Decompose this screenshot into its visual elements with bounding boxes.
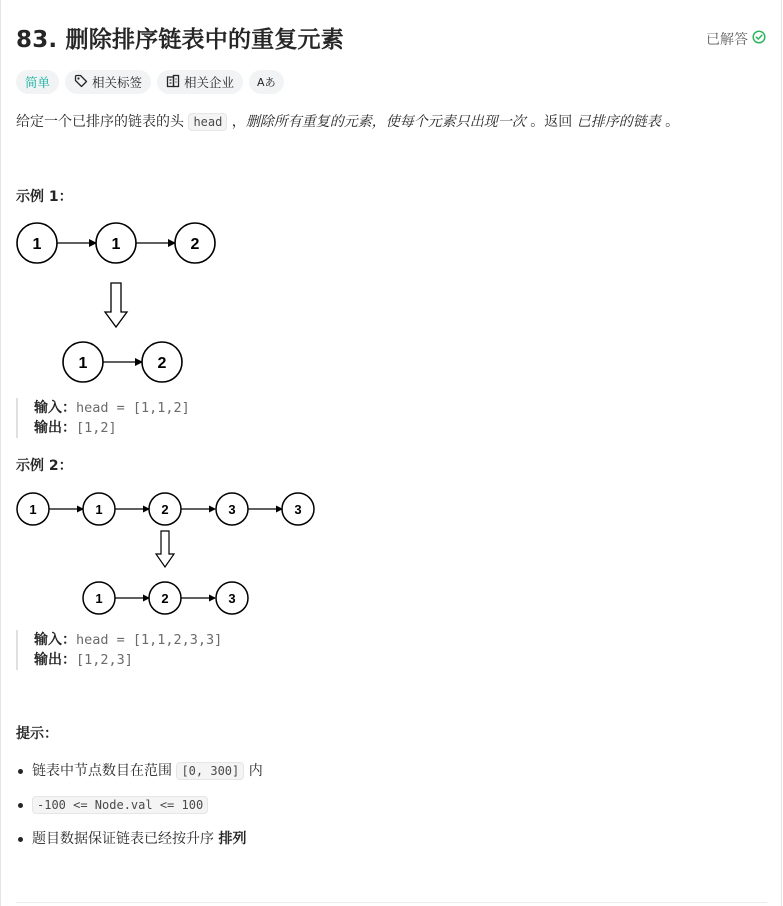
constraints-list: [16, 758, 263, 860]
constraints-heading: 提示：: [16, 726, 58, 742]
node-value: 1: [78, 355, 88, 372]
output-label: 输出：: [34, 652, 76, 668]
node-value: 1: [32, 236, 42, 253]
list-node: [17, 223, 57, 263]
related-companies-label: 相关企业: [184, 75, 235, 90]
down-arrow-icon: [105, 283, 127, 327]
constraint-item: [16, 758, 263, 792]
output-label: 输出：: [34, 420, 76, 436]
description-text: ，: [227, 114, 246, 130]
inline-code-head: head: [188, 113, 227, 131]
constraint-emphasis: 排列: [218, 831, 247, 847]
translate-icon: Aあ: [257, 76, 276, 89]
node-value: 3: [228, 502, 236, 517]
tag-row: [16, 70, 284, 94]
list-node: [142, 342, 182, 382]
constraint-text: 链表中节点数目在范围: [32, 763, 177, 779]
input-value: head = [1,1,2]: [76, 400, 190, 416]
description-emphasis: 删除所有重复的元素，使每个元素只出现一次: [245, 114, 526, 130]
list-node: [149, 493, 181, 525]
list-node: [216, 493, 248, 525]
constraint-text: 内: [244, 763, 263, 779]
example-1-diagram: [0, 215, 240, 387]
node-value: 1: [95, 502, 103, 517]
node-value: 2: [190, 236, 200, 253]
description-text: 。返回: [525, 114, 577, 130]
input-value: head = [1,1,2,3,3]: [76, 632, 223, 648]
related-tags-button[interactable]: [65, 70, 151, 94]
constraint-item: [16, 826, 263, 860]
list-node: [175, 223, 215, 263]
list-node: [96, 223, 136, 263]
example-2-heading: 示例 2：: [16, 458, 73, 474]
output-value: [1,2,3]: [76, 652, 133, 668]
difficulty-label: 简单: [25, 75, 51, 90]
list-node: [149, 582, 181, 614]
translate-button[interactable]: [249, 70, 284, 94]
description-emphasis: 已排序的链表: [576, 114, 661, 130]
node-value: 1: [111, 236, 121, 253]
example-2-io: [16, 630, 222, 670]
node-value: 1: [95, 591, 103, 606]
output-value: [1,2]: [76, 420, 117, 436]
inline-code: -100 <= Node.val <= 100: [32, 796, 208, 814]
list-node: [83, 493, 115, 525]
divider: [16, 902, 767, 903]
example-2-diagram: [0, 488, 330, 618]
tag-icon: [74, 74, 88, 91]
node-value: 3: [228, 591, 236, 606]
constraint-text: 题目数据保证链表已经按升序: [32, 831, 219, 847]
example-1-io: [16, 398, 190, 438]
node-value: 2: [161, 502, 169, 517]
solved-status[interactable]: [706, 29, 766, 49]
example-1-heading: 示例 1：: [16, 189, 73, 205]
list-node: [83, 582, 115, 614]
problem-title: 83. 删除排序链表中的重复元素: [16, 27, 344, 53]
check-circle-icon: [752, 30, 766, 48]
input-label: 输入：: [34, 400, 76, 416]
node-value: 2: [157, 355, 167, 372]
node-value: 3: [294, 502, 302, 517]
solved-label: 已解答: [706, 32, 748, 48]
list-node: [282, 493, 314, 525]
list-node: [17, 493, 49, 525]
node-value: 1: [29, 502, 37, 517]
node-value: 2: [161, 591, 169, 606]
down-arrow-icon: [156, 531, 174, 567]
inline-code: [0, 300]: [176, 762, 244, 780]
list-node: [216, 582, 248, 614]
list-node: [63, 342, 103, 382]
building-icon: [166, 74, 180, 91]
description-text: 。: [660, 114, 680, 130]
difficulty-badge: [16, 70, 59, 94]
description-text: 给定一个已排序的链表的头: [16, 114, 189, 130]
constraint-item: [16, 792, 263, 826]
problem-description: [16, 111, 679, 133]
related-companies-button[interactable]: [157, 70, 243, 94]
input-label: 输入：: [34, 632, 76, 648]
related-tags-label: 相关标签: [92, 75, 143, 90]
